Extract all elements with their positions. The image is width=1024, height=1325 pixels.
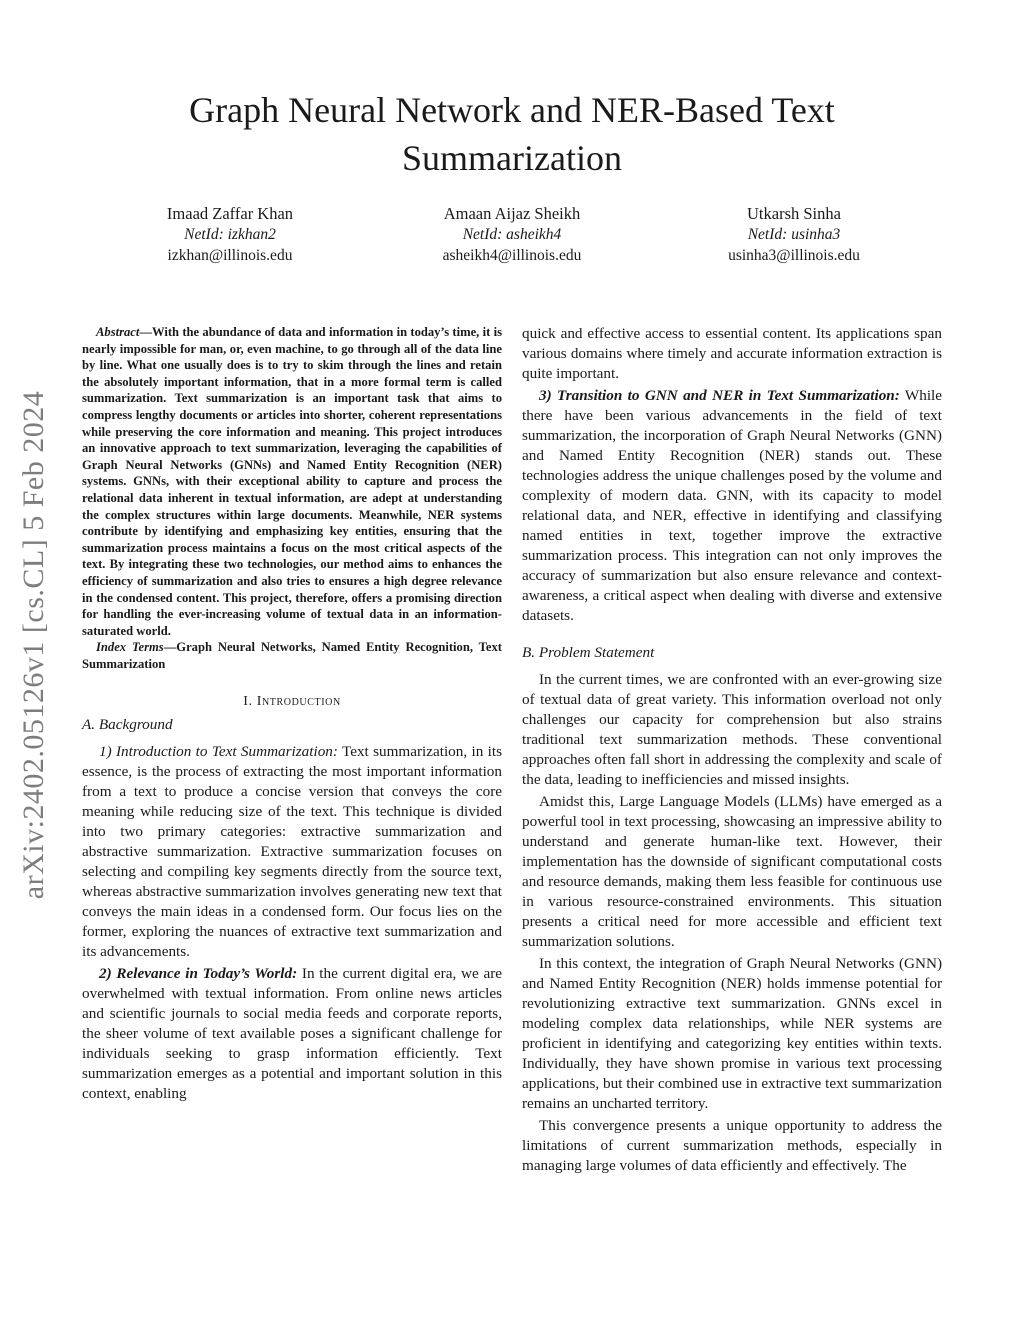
author-email: usinha3@illinois.edu — [728, 247, 860, 264]
section-heading-introduction — [82, 694, 502, 710]
author-netid: NetId: izkhan2 — [184, 226, 276, 243]
author-name: Amaan Aijaz Sheikh — [443, 204, 581, 223]
right-column — [522, 324, 942, 1176]
author-netid: NetId: asheikh4 — [462, 226, 562, 243]
paragraph-problem-2: Amidst this, Large Language Models (LLMs) have emerged as a powerful tool in text processing, showcasing an impressive ability to understand and generate human-like text. However, their implementation has the downside of significant computational costs and resource demands, making them less feasible for continuous use in various resource-constrained environments. This situation presents a critical need for more accessible and efficient text summarization solutions. — [522, 793, 942, 950]
paragraph-problem-1: In the current times, we are confronted with an ever-growing size of textual data of great variety. This information overload not only challenges our capacity for comprehension but also strains traditional text summarization methods. These conventional approaches often fall short in addressing the complexity and scale of the data, leading to inefficiencies and missed insights. — [522, 671, 942, 788]
paragraph-problem-3: In this context, the integration of Graph Neural Networks (GNN) and Named Entity Recognition (NER) holds immense potential for revolutionizing extractive text summarization. GNNs excel in modeling complex data relationships, while NER systems are proficient in identifying and categorizing key entities within texts. Individually, they have shown promise in various text processing applications, but their combined use in extractive text summarization remains an uncharted territory. — [522, 955, 942, 1112]
arxiv-identifier-text: arXiv:2402.05126v1 [cs.CL] 5 Feb 2024 — [17, 390, 50, 900]
paragraph-problem-4: This convergence presents a unique opportunity to address the limitations of current summarization methods, especially in managing large volumes of data efficiently and effectively. The — [522, 1117, 942, 1174]
author-email: izkhan@illinois.edu — [167, 247, 293, 264]
section-numeral: I. — [243, 694, 257, 710]
run-in-heading: 2) Relevance in Today’s World: — [99, 965, 298, 983]
paper-title: Graph Neural Network and NER-Based Text Summarization — [189, 90, 835, 178]
author-email: asheikh4@illinois.edu — [442, 247, 582, 264]
run-in-heading: 3) Transition to GNN and NER in Text Summarization: — [539, 387, 900, 404]
subsection-heading-problem-statement: B. Problem Statement — [522, 644, 655, 661]
author-1 — [100, 203, 360, 266]
section-title: Introduction — [256, 694, 341, 710]
abstract-label: Abstract — [96, 325, 140, 339]
author-2 — [382, 203, 642, 266]
arxiv-identifier-stamp — [14, 360, 54, 930]
paragraph-intro-2-continued: quick and effective access to essential content. Its applications span various domains where timely and accurate information extraction is quite important. — [522, 325, 942, 382]
run-in-heading: 1) Introduction to Text Summarization: — [99, 743, 338, 761]
author-name: Imaad Zaffar Khan — [166, 204, 294, 223]
left-column — [82, 324, 502, 1104]
author-block — [100, 203, 924, 266]
paragraph-intro-1 — [82, 742, 502, 962]
author-3 — [664, 203, 924, 266]
index-terms-label: Index Terms — [96, 640, 164, 655]
spacer — [522, 626, 942, 642]
abstract — [82, 324, 502, 639]
index-terms-text: —Graph Neural Networks, Named Entity Recognition, Text Summarization — [82, 640, 502, 671]
paragraph-text: While there have been various advancements in the field of text summarization, the incorporation of Graph Neural Networks (GNN) and Named Entity Recognition (NER) stands out. These technologies address the unique challenges posed by the volume and complexity of modern data. GNN, with its capacity to model relational data, and NER, effective in identifying and classifying named entities in text, together improve the extractive summarization process. This integration can not only improves the accuracy of summarization but also ensure relevance and context-awareness, a critical aspect when dealing with diverse and extensive datasets. — [522, 387, 942, 624]
subsection-heading-background: A. Background — [82, 716, 173, 734]
paragraph-text: In the current digital era, we are overwhelmed with textual information. From online news articles and scientific journals to social media feeds and corporate reports, the sheer volume of text available poses a significant challenge for individuals seeking to grasp information efficiently. Text summarization emerges as a potential and important solution in this context, enabling — [82, 965, 502, 1103]
paragraph-text: Text summarization, in its essence, is the process of extracting the most important information from a text to produce a concise version that conveys the core meaning while reducing size of the text. This technique is divided into two primary categories: extractive summarization and abstractive summarization. Extractive summarization focuses on selecting and compiling key segments directly from the source text, whereas abstractive summarization involves generating new text that conveys the main ideas in a condensed form. Our focus lies on the former, exploring the nuances of extractive text summarization and its advancements. — [82, 743, 502, 961]
paragraph-intro-3 — [522, 386, 942, 626]
author-name: Utkarsh Sinha — [747, 204, 841, 223]
index-terms — [82, 639, 502, 672]
abstract-text: —With the abundance of data and information in today’s time, it is nearly impossible for man, or, even machine, to go through all of the data line by line. What one usually does is to try to skim through the lines and retain the absolutely important information, that in a more formal term is called summarization. Text summarization is an important task that aims to compress lengthy documents or articles into shorter, coherent representations while preserving the core information and meaning. This project introduces an innovative approach to text summarization, leveraging the capabilities of Graph Neural Networks (GNNs) and Named Entity Recognition (NER) systems. GNNs, with their exceptional ability to capture and process the relational data inherent in textual information, are adept at understanding the complex structures within large documents. Meanwhile, NER systems contribute by identifying and emphasizing key entities, ensuring that the summarization process maintains a focus on the most critical aspects of the text. By integrating these two technologies, our method aims to enhances the efficiency of summarization and also tries to ensures a high degree relevance in the condensed content. This project, therefore, offers a promising direction for handling the ever-increasing volume of textual data in an information-saturated world. — [82, 325, 502, 638]
paragraph-intro-2 — [82, 964, 502, 1104]
author-netid: NetId: usinha3 — [747, 226, 841, 243]
